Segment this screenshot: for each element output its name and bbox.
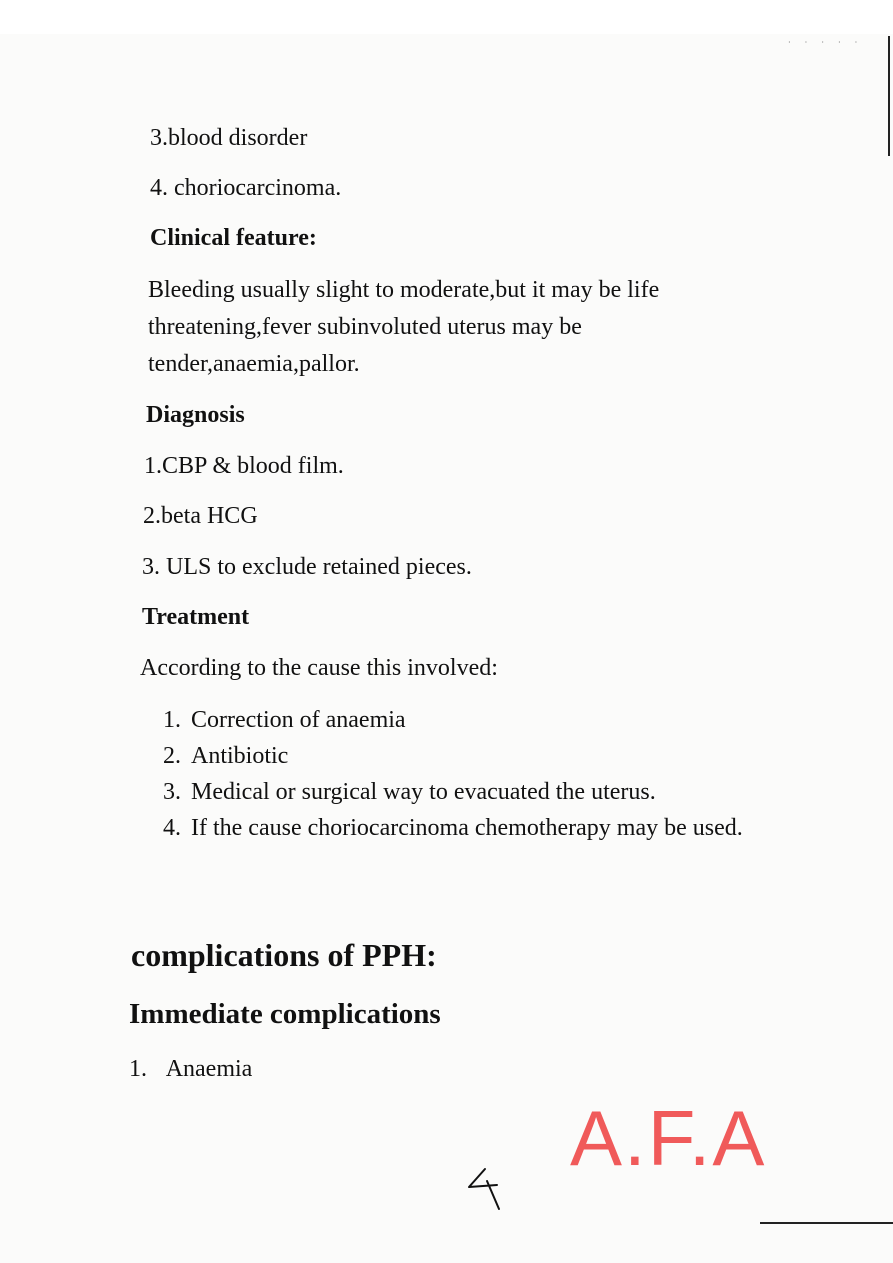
list-item-number: 4. [163,815,181,841]
treatment-heading: Treatment [142,604,250,630]
cause-item-4: 4. choriocarcinoma. [150,175,342,201]
list-item-number: 2. [163,743,181,769]
scan-top-margin [0,0,893,34]
diagnosis-item-3: 3. ULS to exclude retained pieces. [142,554,472,580]
clinical-feature-line-1: Bleeding usually slight to moderate,but it may be life [148,277,660,303]
list-item [163,703,803,737]
list-item-text: Medical or surgical way to evacuated the uterus. [191,779,656,805]
list-item-number: 1. [163,707,181,733]
clinical-feature-line-2: threatening,fever subinvoluted uterus may be [148,314,582,340]
watermark-initials: A.F.A [570,1094,767,1182]
complication-item-number: 1. [129,1056,147,1082]
clinical-feature-heading: Clinical feature: [150,225,317,251]
complication-item-text: Anaemia [165,1056,253,1082]
list-item-text: If the cause choriocarcinoma chemotherapy may be used. [191,815,743,841]
complication-item-1 [129,1056,252,1082]
scan-edge-right [888,36,890,156]
diagnosis-item-1: 1.CBP & blood film. [144,453,344,479]
list-item-number: 3. [163,779,181,805]
list-item-text: Antibiotic [191,743,289,769]
list-item [163,739,803,773]
cause-item-3: 3.blood disorder [150,125,308,151]
treatment-list [163,703,803,847]
clinical-feature-paragraph [148,272,758,383]
treatment-intro: According to the cause this involved: [140,655,498,681]
immediate-complications-heading: Immediate complications [129,998,441,1030]
list-item-text: Correction of anaemia [191,707,406,733]
handwritten-page-number [465,1165,505,1213]
scan-specks: ····· [788,38,872,47]
diagnosis-heading: Diagnosis [146,402,245,428]
list-item [163,811,803,845]
scan-edge-bottom [760,1222,893,1224]
complications-heading: complications of PPH: [131,937,437,973]
list-item [163,775,803,809]
clinical-feature-line-3: tender,anaemia,pallor. [148,351,360,377]
diagnosis-item-2: 2.beta HCG [143,503,258,529]
